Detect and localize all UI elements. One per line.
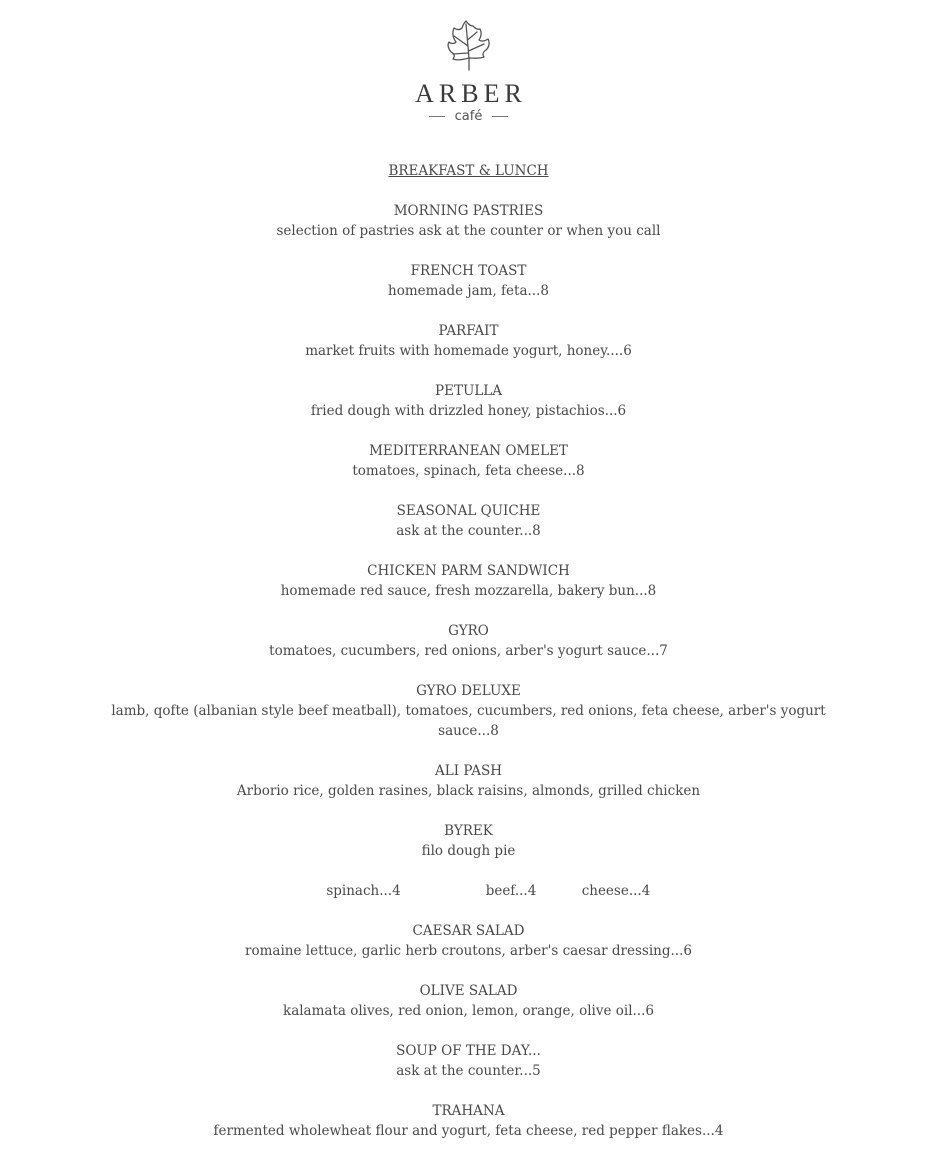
item-description: lamb, qofte (albanian style beef meatball), tomatoes, cucumbers, red onions, feta cheese, arber's yogurt sauce...8 [111,703,826,739]
menu-item-trahana [0,1101,937,1141]
item-name: MEDITERRANEAN OMELET [369,443,568,459]
section-title: BREAKFAST & LUNCH [388,163,549,179]
item-name: GYRO [448,623,489,639]
item-name: TRAHANA [432,1103,505,1119]
menu-item-petulla [0,381,937,421]
item-description: romaine lettuce, garlic herb croutons, arber's caesar dressing...6 [245,943,692,959]
item-description: tomatoes, spinach, feta cheese...8 [352,463,585,479]
divider [429,116,445,117]
item-description: fried dough with drizzled honey, pistachios...6 [310,403,627,419]
item-name: OLIVE SALAD [419,983,518,999]
menu-item-gyro [0,621,937,661]
byrek-option-beef: beef...4 [485,883,537,899]
divider [492,116,508,117]
brand-subtitle [0,109,937,125]
item-name: BYREK [444,823,493,839]
item-name: SEASONAL QUICHE [396,503,541,519]
item-description: selection of pastries ask at the counter or when you call [276,223,661,239]
item-name: ALI PASH [435,763,502,779]
item-name: CHICKEN PARM SANDWICH [367,563,570,579]
item-description: homemade red sauce, fresh mozzarella, bakery bun...8 [280,583,657,599]
byrek-option-cheese: cheese...4 [581,883,651,899]
item-description: homemade jam, feta...8 [388,283,549,299]
item-description: ask at the counter...8 [396,523,541,539]
item-description: market fruits with homemade yogurt, honey....6 [305,343,632,359]
item-description: fermented wholewheat flour and yogurt, feta cheese, red pepper flakes...4 [213,1123,724,1139]
brand-sub-label: café [454,109,483,124]
item-name: FRENCH TOAST [410,263,527,279]
item-name: CAESAR SALAD [412,923,525,939]
item-description: ask at the counter...5 [396,1063,541,1079]
menu-item-morning-pastries [0,201,937,241]
menu-item-ali-pash [0,761,937,801]
item-name: MORNING PASTRIES [393,203,544,219]
item-description: tomatoes, cucumbers, red onions, arber's yogurt sauce...7 [269,643,668,659]
menu-item-byrek [0,821,937,861]
byrek-option-spinach: spinach...4 [326,883,401,899]
menu-item-gyro-deluxe [0,681,937,741]
menu-item-olive-salad [0,981,937,1021]
byrek-options [0,881,937,901]
item-name: PETULLA [435,383,502,399]
item-name: SOUP OF THE DAY... [396,1043,541,1059]
menu-item-mediterranean-omelet [0,441,937,481]
brand-name: ARBER [415,79,527,108]
menu-item-parfait [0,321,937,361]
menu-item-french-toast [0,261,937,301]
menu-item-chicken-parm-sandwich [0,561,937,601]
item-description: Arborio rice, golden rasines, black raisins, almonds, grilled chicken [236,783,701,799]
item-description: kalamata olives, red onion, lemon, orange, olive oil...6 [283,1003,654,1019]
logo [0,18,937,125]
menu-item-seasonal-quiche [0,501,937,541]
menu [0,161,937,1161]
item-description: filo dough pie [421,843,516,859]
menu-item-soup-of-the-day [0,1041,937,1081]
menu-item-caesar-salad [0,921,937,961]
item-name: GYRO DELUXE [416,683,521,699]
item-name: PARFAIT [438,323,499,339]
maple-leaf-icon [440,18,498,76]
